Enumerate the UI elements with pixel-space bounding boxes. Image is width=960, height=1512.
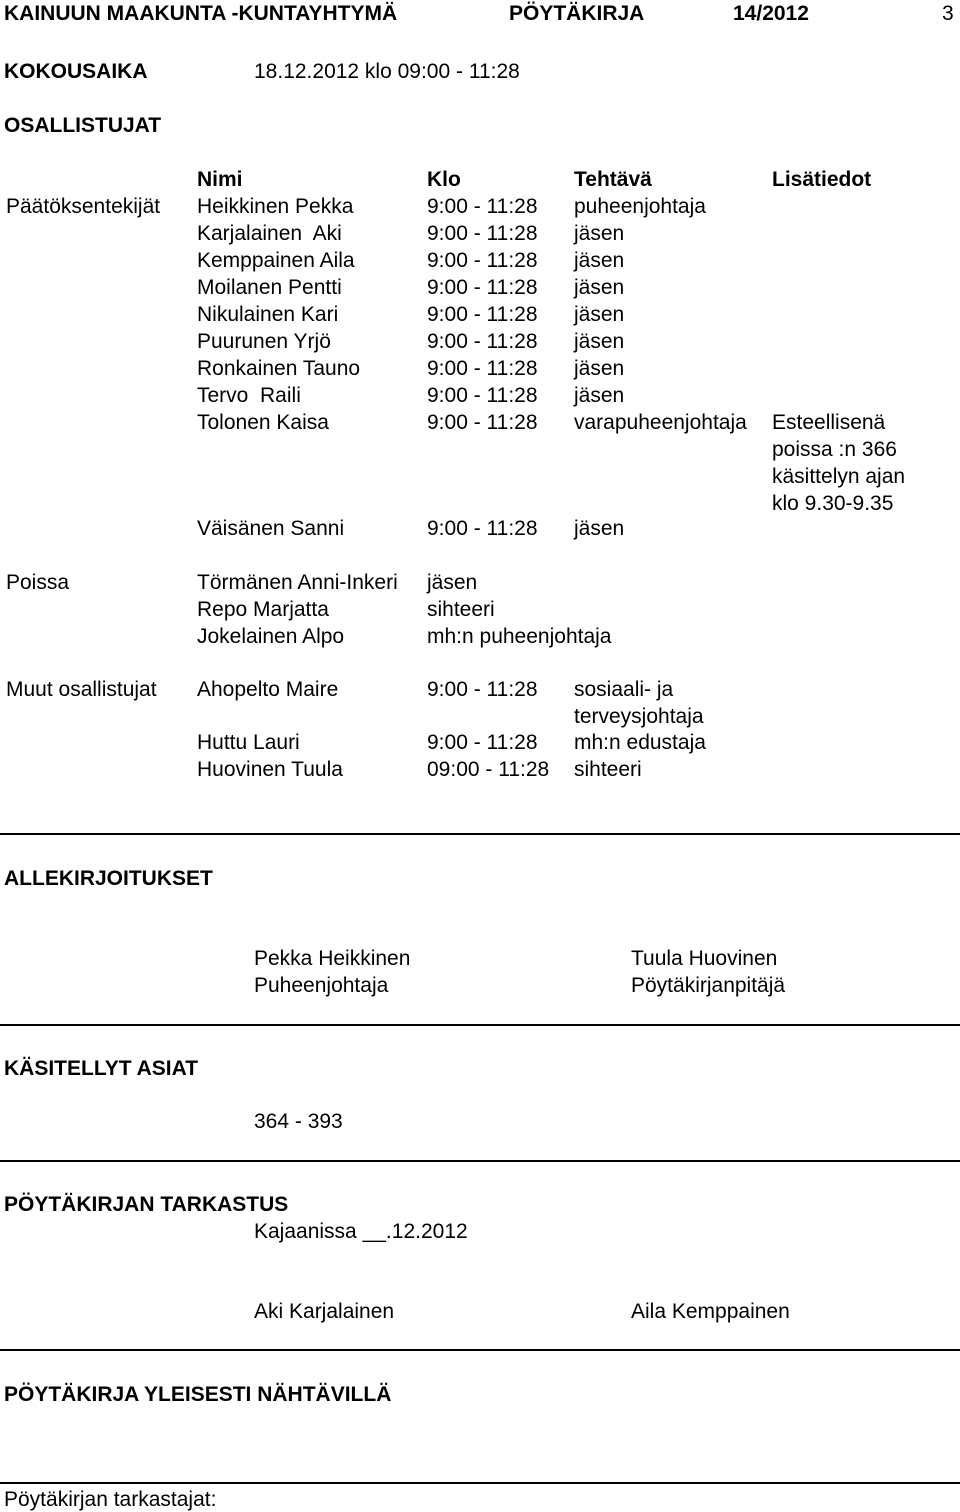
participant-role: varapuheenjohtaja — [574, 411, 747, 434]
review-title: PÖYTÄKIRJAN TARKASTUS — [4, 1193, 289, 1216]
participant-time: 9:00 - 11:28 — [427, 357, 538, 380]
decision-makers-label: Päätöksentekijät — [6, 195, 161, 218]
participant-name: Nikulainen Kari — [197, 303, 339, 326]
participant-name: Tervo Raili — [197, 384, 301, 407]
section-divider — [0, 1160, 960, 1162]
chair-role: Puheenjohtaja — [254, 974, 389, 997]
signatures-title: ALLEKIRJOITUKSET — [4, 867, 213, 890]
participant-note: poissa :n 366 — [772, 438, 897, 461]
participant-name: Tolonen Kaisa — [197, 411, 329, 434]
absent-name: Repo Marjatta — [197, 598, 329, 621]
other-participant-time: 9:00 - 11:28 — [427, 678, 538, 701]
participant-time: 9:00 - 11:28 — [427, 195, 538, 218]
other-participant-time: 9:00 - 11:28 — [427, 731, 538, 754]
participant-name: Karjalainen Aki — [197, 222, 342, 245]
participant-time: 9:00 - 11:28 — [427, 303, 538, 326]
column-header-name: Nimi — [197, 168, 243, 191]
participant-note: Esteellisenä — [772, 411, 886, 434]
participant-name: Väisänen Sanni — [197, 517, 345, 540]
section-divider — [0, 1482, 960, 1484]
chair-name: Pekka Heikkinen — [254, 947, 411, 970]
items-title: KÄSITELLYT ASIAT — [4, 1057, 199, 1080]
public-title: PÖYTÄKIRJA YLEISESTI NÄHTÄVILLÄ — [4, 1383, 392, 1406]
participant-note: käsittelyn ajan — [772, 465, 906, 488]
section-divider — [0, 833, 960, 835]
absent-role: jäsen — [427, 571, 478, 594]
other-participants-label: Muut osallistujat — [6, 678, 157, 701]
participant-time: 9:00 - 11:28 — [427, 411, 538, 434]
absent-label: Poissa — [6, 571, 70, 594]
other-participant-role: sosiaali- ja — [574, 678, 674, 701]
participant-role: jäsen — [574, 384, 625, 407]
review-place-date: Kajaanissa __.12.2012 — [254, 1220, 468, 1243]
reviewer-name: Aki Karjalainen — [254, 1300, 395, 1323]
participant-time: 9:00 - 11:28 — [427, 222, 538, 245]
participant-time: 9:00 - 11:28 — [427, 384, 538, 407]
document-number: 14/2012 — [733, 2, 809, 25]
absent-name: Jokelainen Alpo — [197, 625, 345, 648]
participant-role: jäsen — [574, 330, 625, 353]
absent-name: Törmänen Anni-Inkeri — [197, 571, 398, 594]
participant-role: puheenjohtaja — [574, 195, 706, 218]
section-divider — [0, 1024, 960, 1026]
participants-title: OSALLISTUJAT — [4, 114, 162, 137]
absent-role: mh:n puheenjohtaja — [427, 625, 612, 648]
document-type: PÖYTÄKIRJA — [509, 2, 645, 25]
secretary-name: Tuula Huovinen — [631, 947, 778, 970]
participant-role: jäsen — [574, 517, 625, 540]
participant-note: klo 9.30-9.35 — [772, 492, 894, 515]
absent-role: sihteeri — [427, 598, 495, 621]
participant-name: Moilanen Pentti — [197, 276, 342, 299]
participant-name: Heikkinen Pekka — [197, 195, 354, 218]
reviewer-name: Aila Kemppainen — [631, 1300, 790, 1323]
column-header-time: Klo — [427, 168, 461, 191]
participant-time: 9:00 - 11:28 — [427, 276, 538, 299]
organization-name: KAINUUN MAAKUNTA -KUNTAYHTYMÄ — [4, 2, 398, 25]
other-participant-name: Huttu Lauri — [197, 731, 300, 754]
participant-time: 9:00 - 11:28 — [427, 517, 538, 540]
participant-role: jäsen — [574, 303, 625, 326]
column-header-notes: Lisätiedot — [772, 168, 872, 191]
participant-role: jäsen — [574, 222, 625, 245]
participant-role: jäsen — [574, 357, 625, 380]
other-participant-role: terveysjohtaja — [574, 705, 704, 728]
reviewers-label: Pöytäkirjan tarkastajat: — [4, 1488, 217, 1511]
page-number: 3 — [942, 2, 954, 25]
other-participant-name: Ahopelto Maire — [197, 678, 339, 701]
participant-name: Kemppainen Aila — [197, 249, 355, 272]
other-participant-role: sihteeri — [574, 758, 642, 781]
items-range: 364 - 393 — [254, 1110, 343, 1133]
participant-name: Ronkainen Tauno — [197, 357, 361, 380]
other-participant-name: Huovinen Tuula — [197, 758, 343, 781]
participant-role: jäsen — [574, 249, 625, 272]
meeting-time-value: 18.12.2012 klo 09:00 - 11:28 — [254, 60, 520, 83]
column-header-role: Tehtävä — [574, 168, 652, 191]
other-participant-role: mh:n edustaja — [574, 731, 706, 754]
section-divider — [0, 1349, 960, 1351]
participant-time: 9:00 - 11:28 — [427, 330, 538, 353]
participant-role: jäsen — [574, 276, 625, 299]
participant-name: Puurunen Yrjö — [197, 330, 331, 353]
participant-time: 9:00 - 11:28 — [427, 249, 538, 272]
secretary-role: Pöytäkirjanpitäjä — [631, 974, 786, 997]
meeting-time-label: KOKOUSAIKA — [4, 60, 148, 83]
other-participant-time: 09:00 - 11:28 — [427, 758, 550, 781]
